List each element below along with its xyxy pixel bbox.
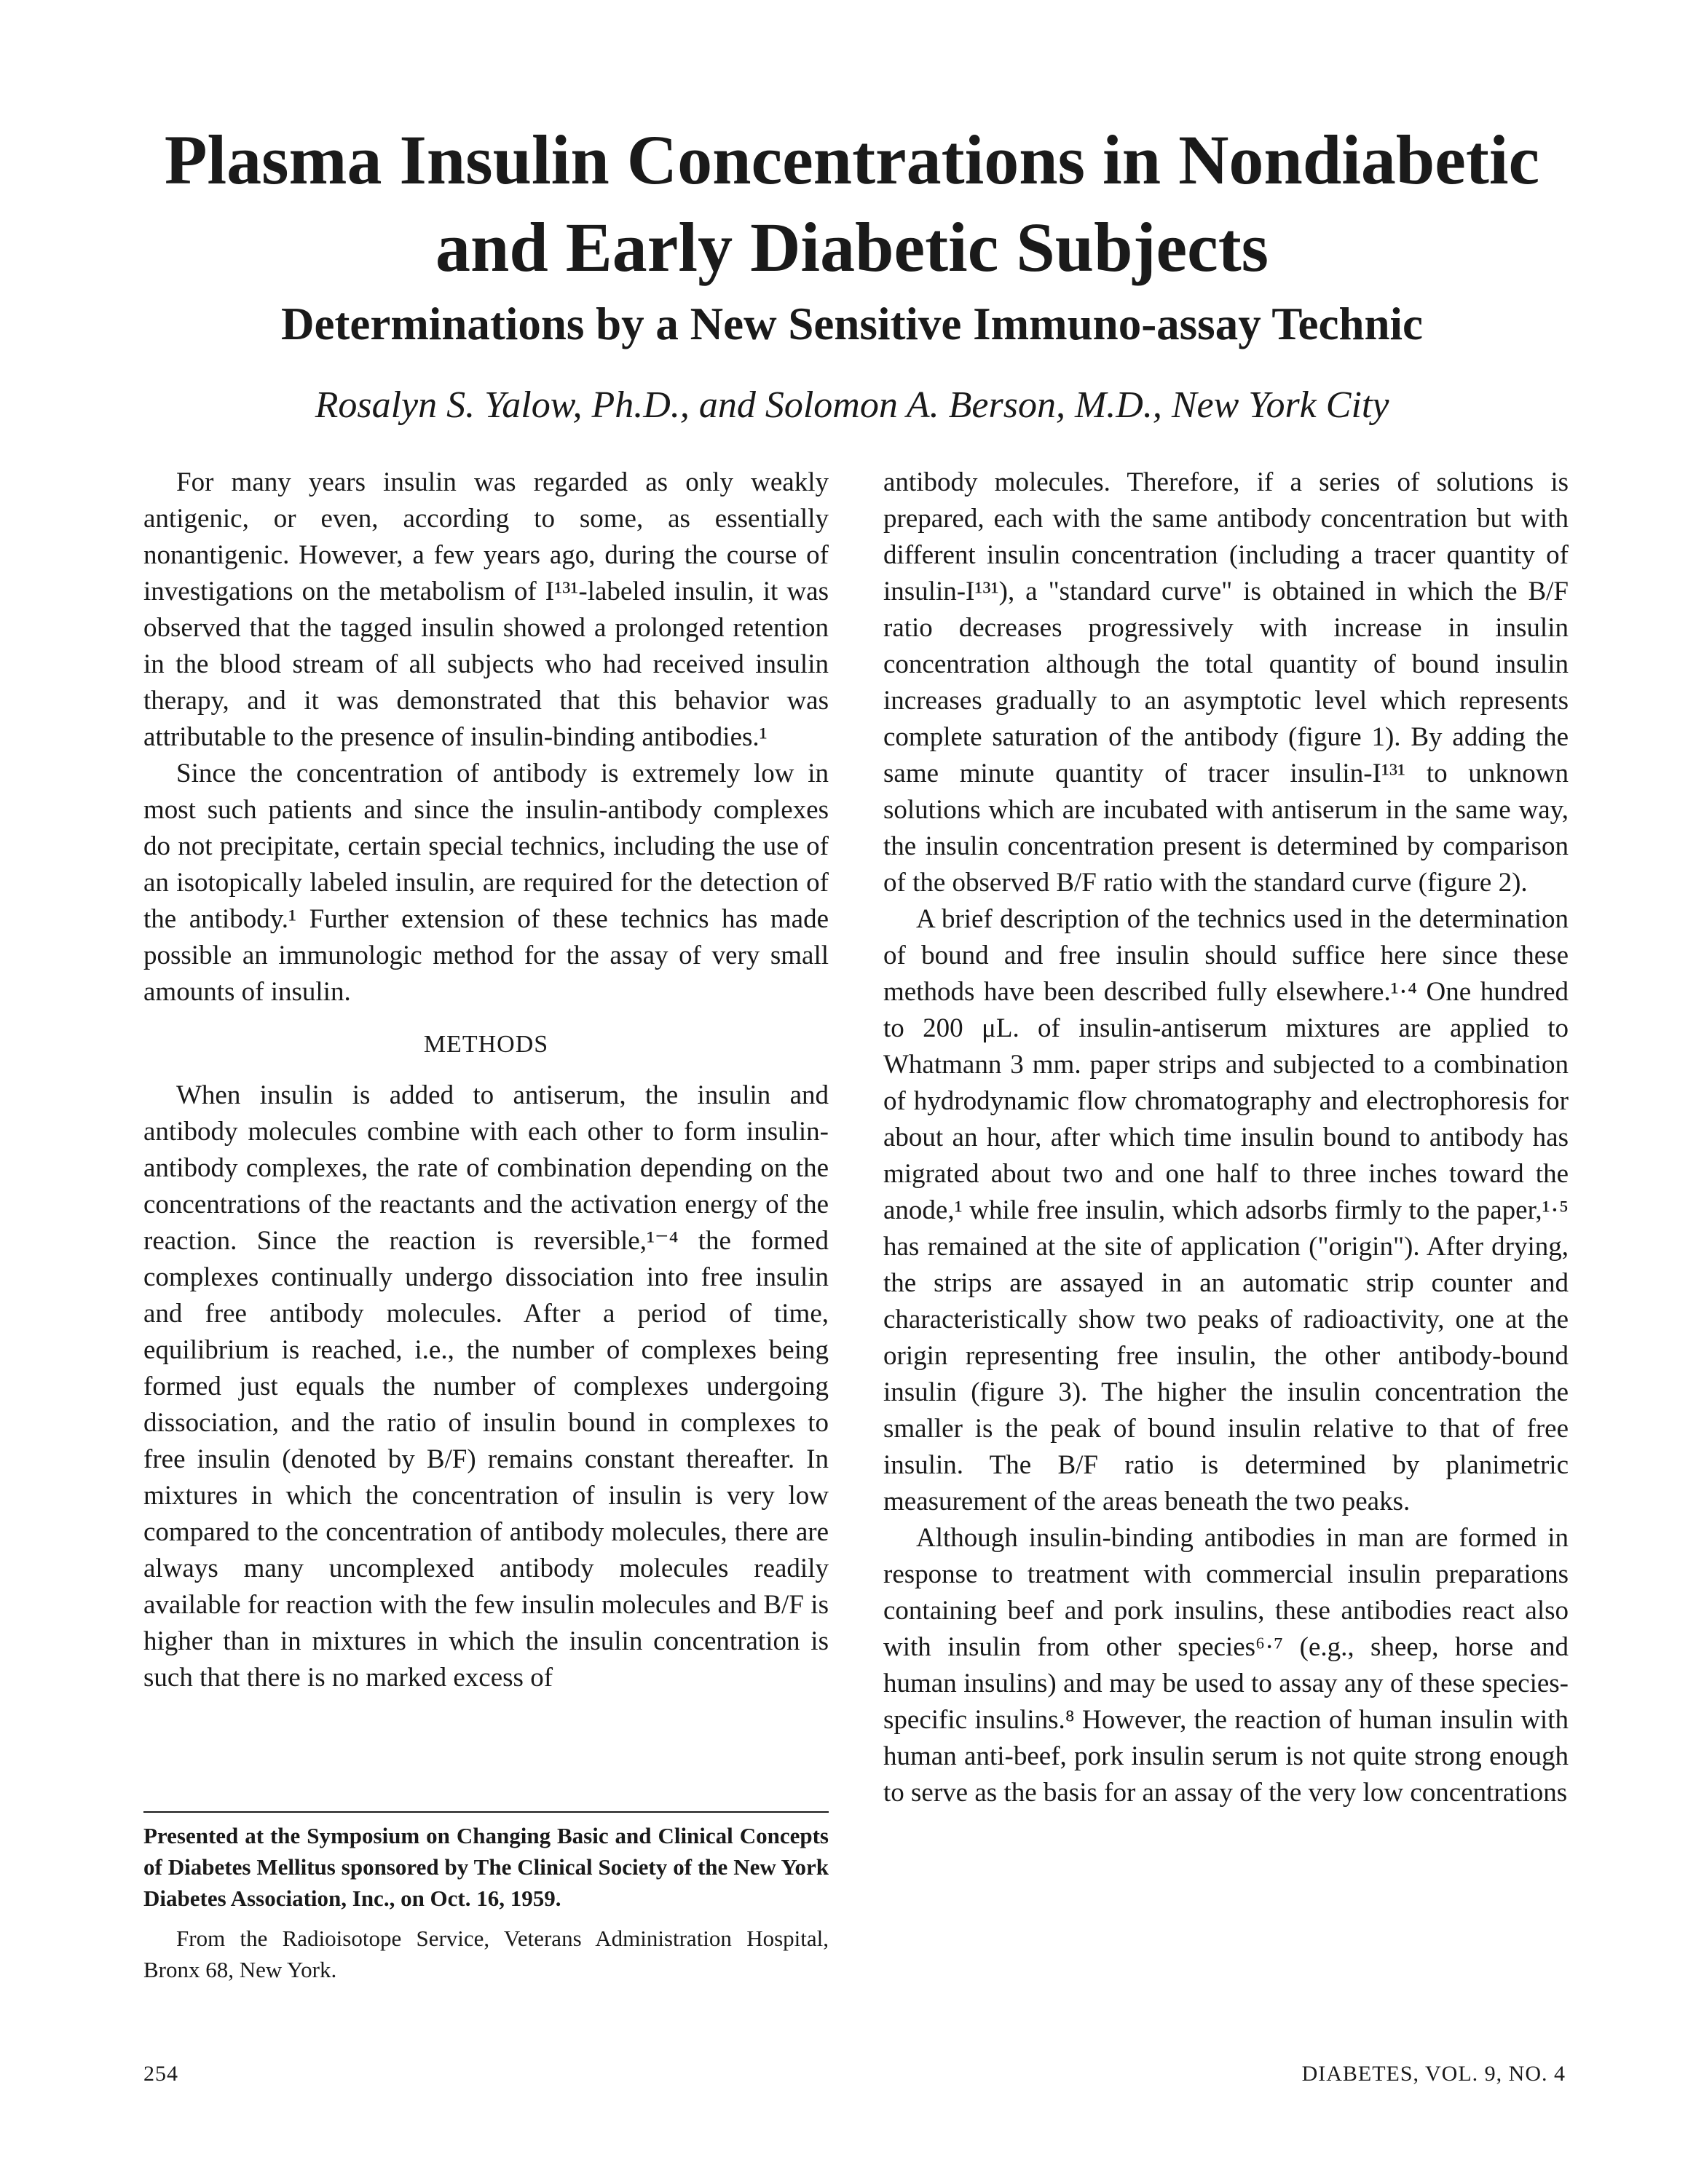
journal-running-footer: DIABETES, VOL. 9, NO. 4 [1301, 2062, 1566, 2086]
methods-heading: METHODS [423, 1031, 549, 1058]
methods-paragraph-2: A brief description of the technics used in the determination of bound and free insulin should suffice here since these methods have been described fully elsewhere.¹·⁴ One hundred to 200 μL. of insulin-antiserum mixtures are applied to Whatmann 3 mm. paper strips and subjected to a combination of hydrodynamic flow chromatography and electrophoresis for about an hour, after which time insulin bound to antibody has migrated about two and one half to three inches toward the anode,¹ while free insulin, which adsorbs firmly to the paper,¹·⁵ has remained at the site of application ("origin"). After drying, the strips are assayed in an automatic strip counter and characteristically show two peaks of radioactivity, one at the origin representing free insulin, the other antibody-bound insulin (figure 3). The higher the insulin concentration the smaller is the peak of bound insulin relative to that of free insulin. The B/F ratio is determined by planimetric measurement of the areas beneath the two peaks. [883, 904, 1569, 1516]
page-number: 254 [143, 2062, 178, 2086]
article-title-line-2: and Early Diabetic Subjects [435, 208, 1269, 286]
methods-paragraph-1: When insulin is added to antiserum, the insulin and antibody molecules combine with each other to form insulin-antibody complexes, the rate of combination depending on the concentrations of the reactants and the activation energy of the reaction. Since the reaction is reversible,¹⁻⁴ the formed complexes continually undergo dissociation into free insulin and free antibody molecules. After a period of time, equilibrium is reached, i.e., the number of complexes being formed just equals the number of complexes undergoing dissociation, and the ratio of insulin bound in complexes to free insulin (denoted by B/F) remains constant thereafter. In mixtures in which the concentration of insulin is very low compared to the concentration of antibody molecules, there are always many uncomplexed antibody molecules readily available for reaction with the few insulin molecules and B/F is higher than in mixtures in which the insulin concentration is such that there is no marked excess of [143, 1080, 829, 1693]
methods-paragraph-3: Although insulin-binding antibodies in man are formed in response to treatment with commercial insulin preparations containing beef and pork insulins, these antibodies react also with insulin from other species⁶·⁷ (e.g., sheep, horse and human insulins) and may be used to assay any of these species-specific insulins.⁸ However, the reaction of human insulin with human anti-beef, pork insulin serum is not quite strong enough to serve as the basis for an assay of the very low concentrations [883, 1523, 1569, 1808]
right-column [883, 464, 1569, 1811]
intro-paragraph-2: Since the concentration of antibody is extremely low in most such patients and since the insulin-antibody complexes do not precipitate, certain special technics, including the use of an isotopically labeled insulin, are required for the detection of the antibody.¹ Further extension of these technics has made possible an immunologic method for the assay of very small amounts of insulin. [143, 759, 829, 1007]
footnotes [143, 1820, 829, 1985]
footnote-affiliation: From the Radioisotope Service, Veterans Administration Hospital, Bronx 68, New York. [143, 1926, 829, 1982]
footnote-presented: Presented at the Symposium on Changing Basic and Clinical Concepts of Diabetes Mellitus sponsored by The Clinical Society of the New York Diabetes Association, Inc., on Oct. 16, 1959. [143, 1823, 829, 1911]
methods-paragraph-1-continued: antibody molecules. Therefore, if a series of solutions is prepared, each with the same antibody concentration but with different insulin concentration (including a tracer quantity of insulin-I¹³¹), a "standard curve" is obtained in which the B/F ratio decreases progressively with increase in insulin concentration although the total quantity of bound insulin increases gradually to an asymptotic level which represents complete saturation of the antibody (figure 1). By adding the same minute quantity of tracer insulin-I¹³¹ to unknown solutions which are incubated with antiserum in the same way, the insulin concentration present is determined by comparison of the observed B/F ratio with the standard curve (figure 2). [883, 467, 1569, 898]
intro-paragraph-1: For many years insulin was regarded as only weakly antigenic, or even, according to some, as essentially nonantigenic. However, a few years ago, during the course of investigations on the metabolism of I¹³¹-labeled insulin, it was observed that the tagged insulin showed a prolonged retention in the blood stream of all subjects who had received insulin therapy, and it was demonstrated that this behavior was attributable to the presence of insulin-binding antibodies.¹ [143, 467, 829, 752]
footnote-divider [143, 1811, 829, 1813]
article-subtitle: Determinations by a New Sensitive Immuno-assay Technic [280, 298, 1424, 349]
author-byline: Rosalyn S. Yalow, Ph.D., and Solomon A. Berson, M.D., New York City [315, 384, 1389, 426]
left-column [143, 464, 829, 1696]
article-title [109, 116, 1595, 291]
article-title-line-1: Plasma Insulin Concentrations in Nondiabetic [164, 121, 1540, 199]
